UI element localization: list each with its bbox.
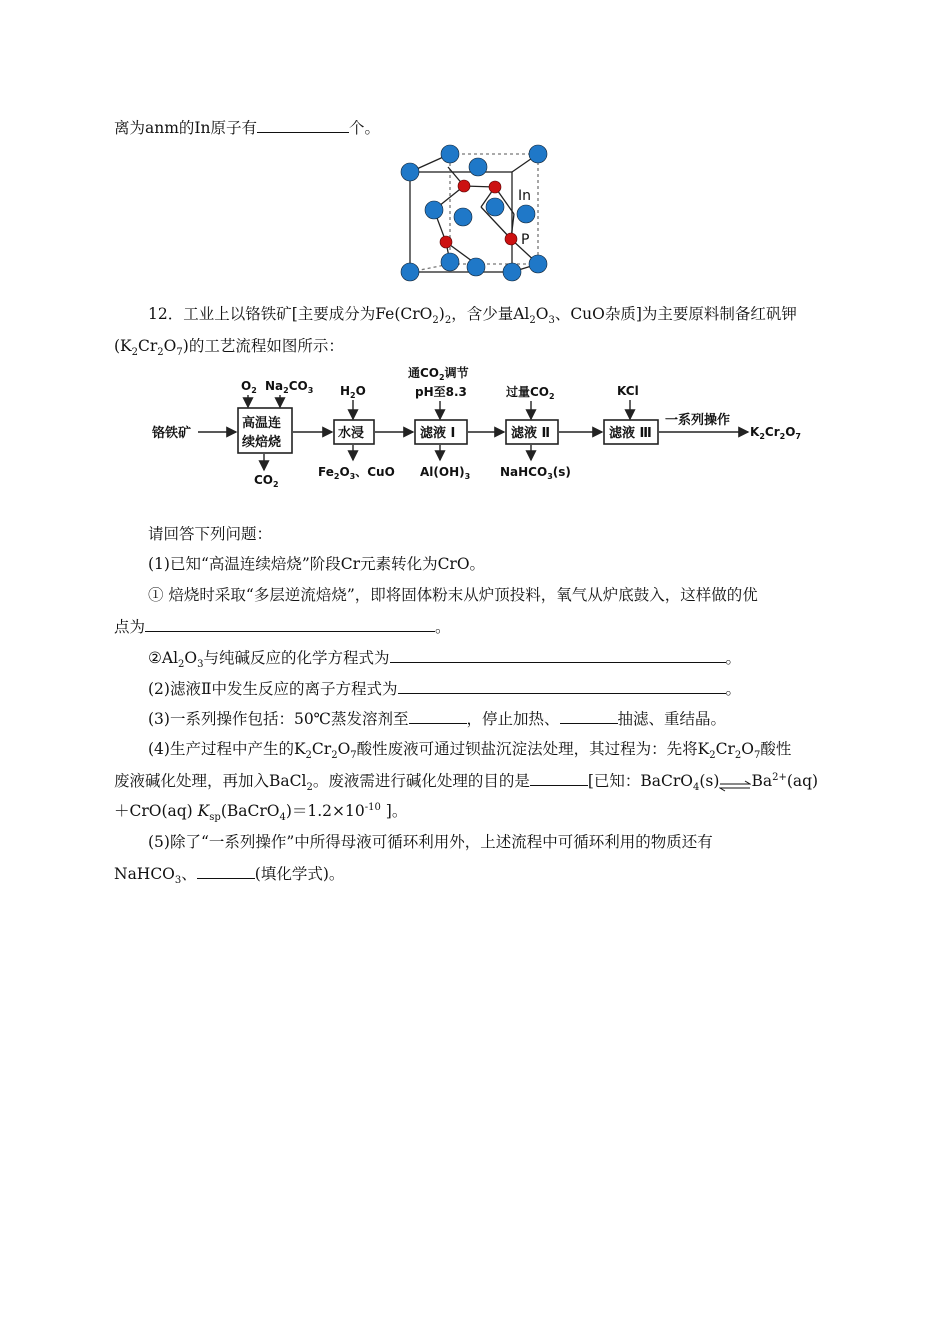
- svg-text:滤液 Ⅱ: 滤液 Ⅱ: [511, 426, 551, 441]
- answer-blank[interactable]: [560, 707, 618, 724]
- flow-start: 铬铁矿: [152, 426, 192, 441]
- svg-text:Na2CO3: $Na_2CO_3$: [265, 379, 314, 395]
- top-line: 离为anm的In原子有 个。: [114, 116, 380, 139]
- flow-end: $K_2Cr_2O_7$: [750, 425, 801, 441]
- svg-text:O2: $O_2$: [241, 379, 257, 395]
- in-atoms: [401, 145, 547, 281]
- ask-line: 请回答下列问题：: [148, 525, 273, 543]
- p-atoms: [440, 180, 517, 248]
- question-4-line3: ＋CrO(aq) $K_{sp}(BaCrO_4)=1.2\times 10^{-10}$ ]。: [114, 801, 408, 824]
- answer-blank[interactable]: [390, 646, 726, 663]
- question-2: (2)滤液Ⅱ中发生反应的离子方程式为 。: [148, 677, 741, 700]
- question-5-line1: (5)除了“一系列操作”中所得母液可循环利用外，上述流程中可循环利用的物质还有: [148, 833, 713, 851]
- svg-text:Al(OH)3: $Al(OH)_3$: [420, 465, 471, 481]
- question-4-line1: (4)生产过程中产生的$K_2Cr_2O_7$酸性废液可通过钡盐沉淀法处理，其过程为：先将$K_2Cr_2O_7$酸性: [148, 740, 792, 762]
- question-5-line2: NaHCO$_3$、 (填化学式)。: [114, 862, 344, 885]
- svg-text:Fe2O3、CuO: $Fe_2O_3$、CuO: [318, 465, 395, 481]
- label-in: In: [518, 188, 532, 204]
- answer-blank[interactable]: [257, 116, 349, 133]
- question-4-line2: 废液碱化处理，再加入BaCl$_2$。废液需进行碱化处理的目的是 [已知：BaCrO$_4$(s) $Ba^{2+}(aq)$: [114, 769, 818, 792]
- svg-text:滤液 Ⅰ: 滤液 Ⅰ: [420, 426, 456, 441]
- flow-operation-label: 一系列操作: [665, 413, 731, 428]
- answer-blank[interactable]: [398, 677, 726, 694]
- question-1: (1)已知“高温连续焙烧”阶段Cr元素转化为CrO。: [148, 555, 486, 573]
- equilibrium-arrow: [719, 776, 751, 788]
- svg-text:通CO2调节: 通$CO_2$调节: [408, 366, 469, 382]
- answer-blank[interactable]: [145, 615, 435, 632]
- svg-text:过量CO2: 过量$CO_2$: [506, 385, 555, 401]
- q12-intro-line2: $(K_2Cr_2O_7)$的工艺流程如图所示：: [114, 337, 344, 359]
- question-1a-line1: ① 焙烧时采取“多层逆流焙烧”，即将固体粉末从炉顶投料，氧气从炉底鼓入，这样做的优: [148, 586, 758, 604]
- question-1a-line2: 点为 。: [114, 615, 451, 638]
- answer-blank[interactable]: [409, 707, 467, 724]
- svg-text:滤液 Ⅲ: 滤液 Ⅲ: [609, 426, 652, 441]
- label-p: P: [521, 232, 530, 248]
- q12-intro-line1: 12．工业上以铬铁矿[主要成分为$Fe(CrO_2)_2$，含少量$Al_2O_3$、CuO杂质]为主要原料制备红矾钾: [148, 305, 797, 327]
- question-1b: $②Al_2O_3$与纯碱反应的化学方程式为 。: [148, 646, 741, 669]
- answer-blank[interactable]: [197, 862, 255, 879]
- svg-text:高温连: 高温连: [242, 416, 282, 431]
- svg-text:KCl: KCl: [617, 384, 639, 398]
- answer-blank[interactable]: [530, 769, 588, 786]
- question-3: (3)一系列操作包括：50℃蒸发溶剂至 ，停止加热、 抽滤、重结晶。: [148, 707, 726, 730]
- crystal-structure-diagram: [396, 142, 556, 287]
- svg-text:水浸: 水浸: [338, 426, 365, 441]
- process-flow-diagram: [150, 360, 810, 495]
- svg-text:NaHCO3(s): NaHCO$_3$(s): [500, 465, 571, 481]
- svg-text:pH至8.3: pH至8.3: [415, 385, 467, 399]
- svg-text:CO2: $CO_2$: [254, 473, 279, 489]
- svg-text:H2O: $H_2O$: [340, 384, 366, 400]
- svg-text:续焙烧: 续焙烧: [242, 435, 282, 450]
